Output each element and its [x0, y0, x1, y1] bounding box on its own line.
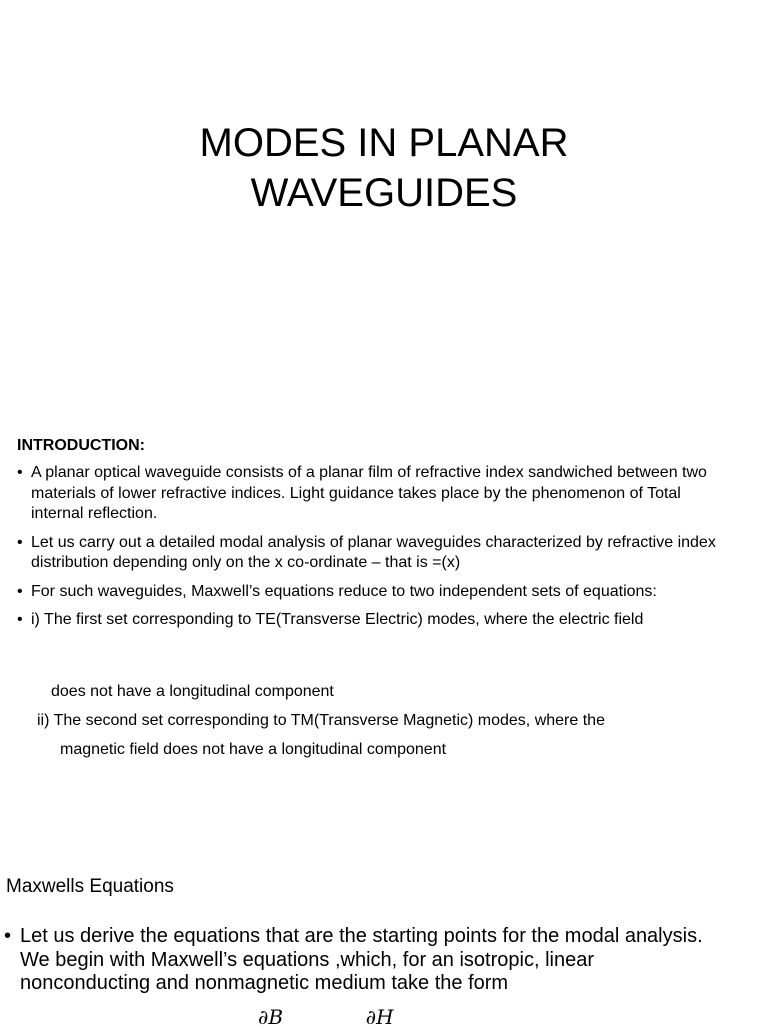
- slide-title-line-2: WAVEGUIDES: [250, 171, 518, 215]
- partial-h-term: ∂H: [365, 1005, 394, 1029]
- bullet-text: Let us derive the equations that are the starting points for the modal analysis. We begin with Maxwell’s equations ,which, for an isotropic, linear nonconducting and nonmagnetic medium take the form: [20, 925, 703, 994]
- slide-title-line-1: MODES IN PLANAR: [199, 121, 569, 165]
- slide-title: [0, 118, 768, 218]
- bullet-item: [17, 463, 737, 525]
- bullet-marker: •: [17, 582, 23, 600]
- maxwell-heading: Maxwells Equations: [6, 876, 174, 897]
- bullet-marker: •: [17, 533, 23, 551]
- bullet-item: [17, 582, 737, 603]
- bullet-marker: •: [17, 464, 23, 481]
- partial-b-term: ∂B: [258, 1005, 284, 1029]
- bullet-item: [17, 610, 737, 631]
- maxwell-equation-fragment: [258, 1005, 394, 1029]
- introduction-heading: INTRODUCTION:: [17, 437, 145, 454]
- tm-continuation-text: magnetic field does not have a longitudinal component: [60, 741, 447, 758]
- bullet-text: i) The first set corresponding to TE(Transverse Electric) modes, where the electric field: [31, 611, 644, 628]
- bullet-marker: •: [17, 611, 23, 628]
- te-continuation-text: does not have a longitudinal component: [51, 683, 334, 700]
- bullet-text: Let us carry out a detailed modal analysis of planar waveguides characterized by refractive index distribution depending only on the x co-ordinate – that is =(x): [31, 533, 716, 571]
- bullet-marker: •: [4, 925, 12, 947]
- introduction-bullet-list: [17, 463, 737, 639]
- tm-mode-text: ii) The second set corresponding to TM(Transverse Magnetic) modes, where the: [37, 712, 605, 729]
- bullet-item: [17, 533, 737, 574]
- bullet-text: A planar optical waveguide consists of a planar film of refractive index sandwiched between two materials of lower refractive indices. Light guidance takes place by the phenomenon of Total internal reflection.: [31, 464, 707, 522]
- bullet-text: For such waveguides, Maxwell’s equations reduce to two independent sets of equations:: [31, 582, 657, 600]
- maxwell-bullet: [4, 925, 720, 996]
